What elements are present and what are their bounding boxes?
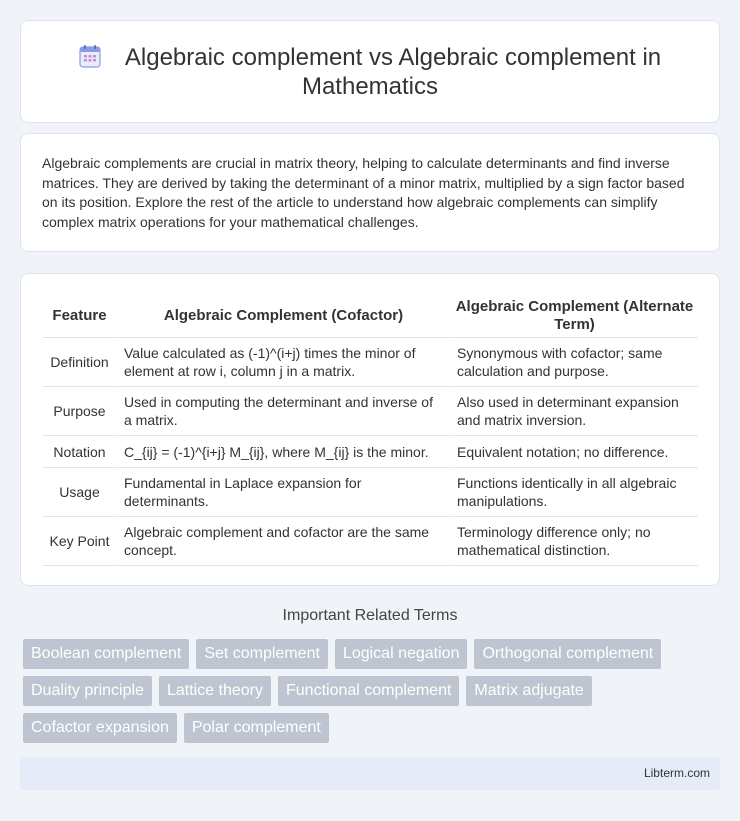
footer [20, 757, 720, 790]
row-alternate-cell: Equivalent notation; no difference. [449, 436, 698, 468]
footer-site-link[interactable]: Libterm.com [643, 766, 710, 780]
table-row [43, 338, 698, 387]
related-term-tag[interactable]: Orthogonal complement [474, 639, 661, 669]
row-feature-cell: Key Point [43, 517, 116, 566]
row-cofactor-cell: Value calculated as (-1)^(i+j) times the minor of element at row i, column j in a matrix. [116, 338, 449, 387]
related-term-tag[interactable]: Set complement [196, 639, 328, 669]
related-term-tag[interactable]: Lattice theory [159, 676, 271, 706]
column-header-feature: Feature [43, 294, 116, 338]
page-title: Algebraic complement vs Algebraic complement in Mathematics [124, 44, 662, 100]
related-term-tag[interactable]: Polar complement [184, 713, 329, 743]
table-row [43, 436, 698, 468]
row-cofactor-cell: Used in computing the determinant and inverse of a matrix. [116, 387, 449, 436]
table-row [43, 468, 698, 517]
related-term-tag[interactable]: Boolean complement [23, 639, 189, 669]
calendar-icon [79, 44, 101, 68]
comparison-table [43, 294, 698, 566]
related-term-tag[interactable]: Functional complement [278, 676, 459, 706]
row-alternate-cell: Terminology difference only; no mathematical distinction. [449, 517, 698, 566]
intro-text: Algebraic complements are crucial in matrix theory, helping to calculate determinants and find inverse matrices. They are derived by taking the determinant of a minor matrix, multiplied by a sign factor based on its position. Explore the rest of the article to understand how algebraic complements can simplify complex matrix operations for your mathematical challenges. [42, 155, 685, 230]
comparison-card [20, 273, 720, 586]
row-alternate-cell: Also used in determinant expansion and matrix inversion. [449, 387, 698, 436]
related-term-tag[interactable]: Cofactor expansion [23, 713, 177, 743]
row-feature-cell: Usage [43, 468, 116, 517]
column-header-alternate: Algebraic Complement (Alternate Term) [449, 294, 698, 338]
intro-card [20, 133, 720, 252]
table-header-row [43, 294, 698, 338]
row-alternate-cell: Functions identically in all algebraic manipulations. [449, 468, 698, 517]
related-term-tag[interactable]: Logical negation [335, 639, 468, 669]
row-feature-cell: Notation [43, 436, 116, 468]
page-title-wrap [21, 43, 719, 101]
related-term-tag[interactable]: Matrix adjugate [466, 676, 591, 706]
row-alternate-cell: Synonymous with cofactor; same calculation and purpose. [449, 338, 698, 387]
row-feature-cell: Definition [43, 338, 116, 387]
row-cofactor-cell: Fundamental in Laplace expansion for determinants. [116, 468, 449, 517]
table-row [43, 517, 698, 566]
column-header-cofactor: Algebraic Complement (Cofactor) [116, 294, 449, 338]
table-row [43, 387, 698, 436]
row-feature-cell: Purpose [43, 387, 116, 436]
related-term-tag[interactable]: Duality principle [23, 676, 152, 706]
related-terms-list [23, 639, 703, 743]
row-cofactor-cell: C_{ij} = (-1)^{i+j} M_{ij}, where M_{ij} is the minor. [116, 436, 449, 468]
related-terms-title: Important Related Terms [282, 607, 458, 624]
row-cofactor-cell: Algebraic complement and cofactor are the same concept. [116, 517, 449, 566]
header-card [20, 20, 720, 123]
